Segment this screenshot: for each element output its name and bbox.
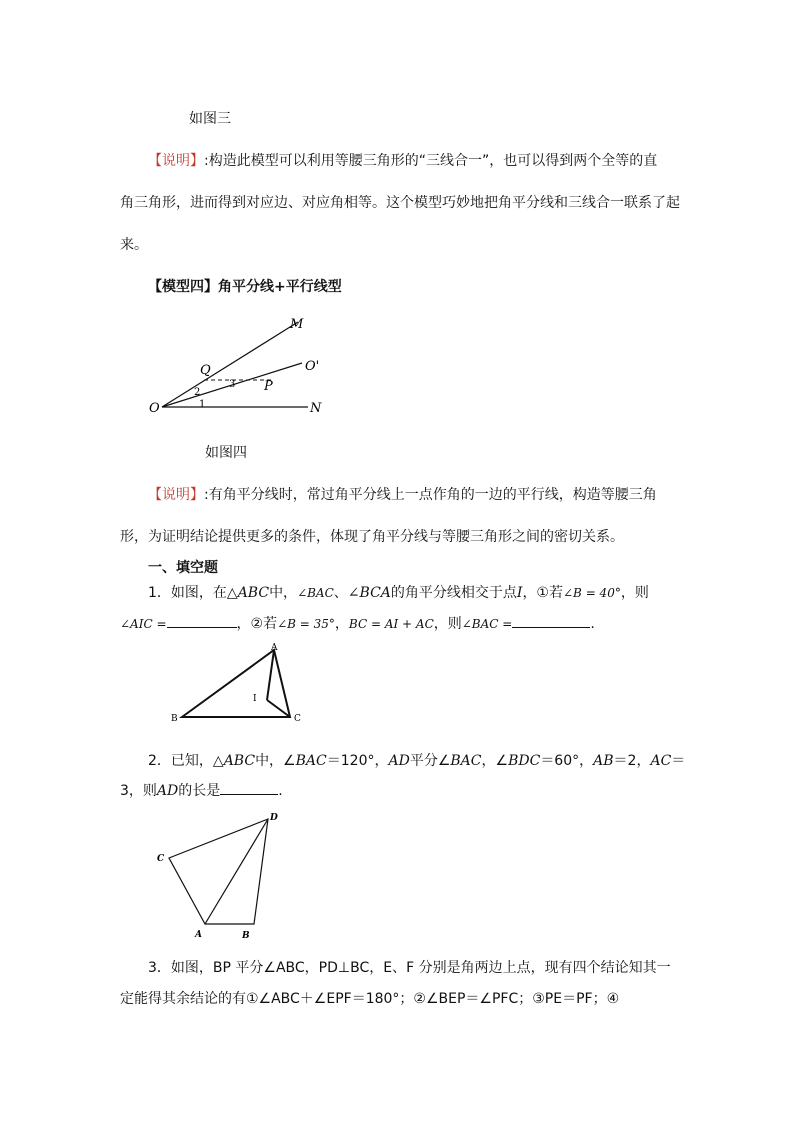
note3-line1: 【说明】:构造此模型可以利用等腰三角形的“三线合一”，也可以得到两个全等的直 <box>148 153 658 169</box>
angle-3: 3 <box>229 379 236 390</box>
label-Oprime: O' <box>305 359 320 374</box>
label-C: C <box>157 854 165 864</box>
q2-quadrilateral-figure <box>150 808 290 943</box>
q1-line2: ∠AIC = ，②若∠B = 35°，BC = AI + AC，则∠BAC = . <box>120 613 595 633</box>
label-D: D <box>270 813 278 823</box>
label-P: P <box>264 379 273 394</box>
segment-AD <box>205 819 268 924</box>
figure4-diagram <box>140 310 340 425</box>
q3-line1: 3．如图，BP 平分∠ABC，PD⊥BC，E、F 分别是角两边上点，现有四个结论知其一 <box>148 960 671 976</box>
note-label: 【说明】 <box>148 153 204 169</box>
q2-line1: 2．已知，△ABC中，∠BAC＝120°，AD平分∠BAC，∠BDC＝60°，AB＝2，AC＝ <box>148 753 686 769</box>
q1-triangle-figure <box>165 640 315 730</box>
answer-blank-3[interactable] <box>220 780 278 795</box>
label-A: A <box>271 643 278 653</box>
answer-blank-2[interactable] <box>512 613 590 628</box>
note3-line2: 角三角形，进而得到对应边、对应角相等。这个模型巧妙地把角平分线和三线合一联系了起 <box>120 195 680 211</box>
figure4-caption: 如图四 <box>205 445 247 461</box>
label-M: M <box>290 317 304 332</box>
label-B: B <box>171 714 178 724</box>
ray-OM <box>162 322 298 407</box>
label-N: N <box>310 401 322 416</box>
segment-AI <box>267 650 274 700</box>
figure3-caption: 如图三 <box>189 111 231 127</box>
triangle-ABC <box>182 650 290 717</box>
label-O: O <box>149 401 160 416</box>
angle-2: 2 <box>194 387 201 398</box>
label-C: C <box>294 714 301 724</box>
answer-blank-1[interactable] <box>167 613 237 628</box>
label-A: A <box>195 930 202 940</box>
model4-title: 【模型四】角平分线+平行线型 <box>148 279 342 295</box>
note3-line3: 来。 <box>120 237 148 253</box>
q1-line1: 1．如图，在△ABC中，∠BAC、∠BCA的角平分线相交于点I，①若∠B = 40°，则 <box>148 585 649 601</box>
note-label: 【说明】 <box>148 487 204 503</box>
section-title: 一、填空题 <box>148 560 218 576</box>
label-I: I <box>253 694 257 704</box>
q2-line2: 3，则AD的长是 . <box>120 780 283 800</box>
q3-line2: 定能得其余结论的有①∠ABC＋∠EPF＝180°；②∠BEP＝∠PFC；③PE＝PF；④ <box>120 991 620 1007</box>
note4-line1: 【说明】:有角平分线时，常过角平分线上一点作角的一边的平行线，构造等腰三角 <box>148 487 657 503</box>
label-Q: Q <box>200 363 211 378</box>
quadrilateral-CDBA <box>169 819 268 924</box>
note4-line2: 形，为证明结论提供更多的条件，体现了角平分线与等腰三角形之间的密切关系。 <box>120 529 624 545</box>
angle-1: 1 <box>199 399 206 410</box>
label-B: B <box>242 931 250 941</box>
